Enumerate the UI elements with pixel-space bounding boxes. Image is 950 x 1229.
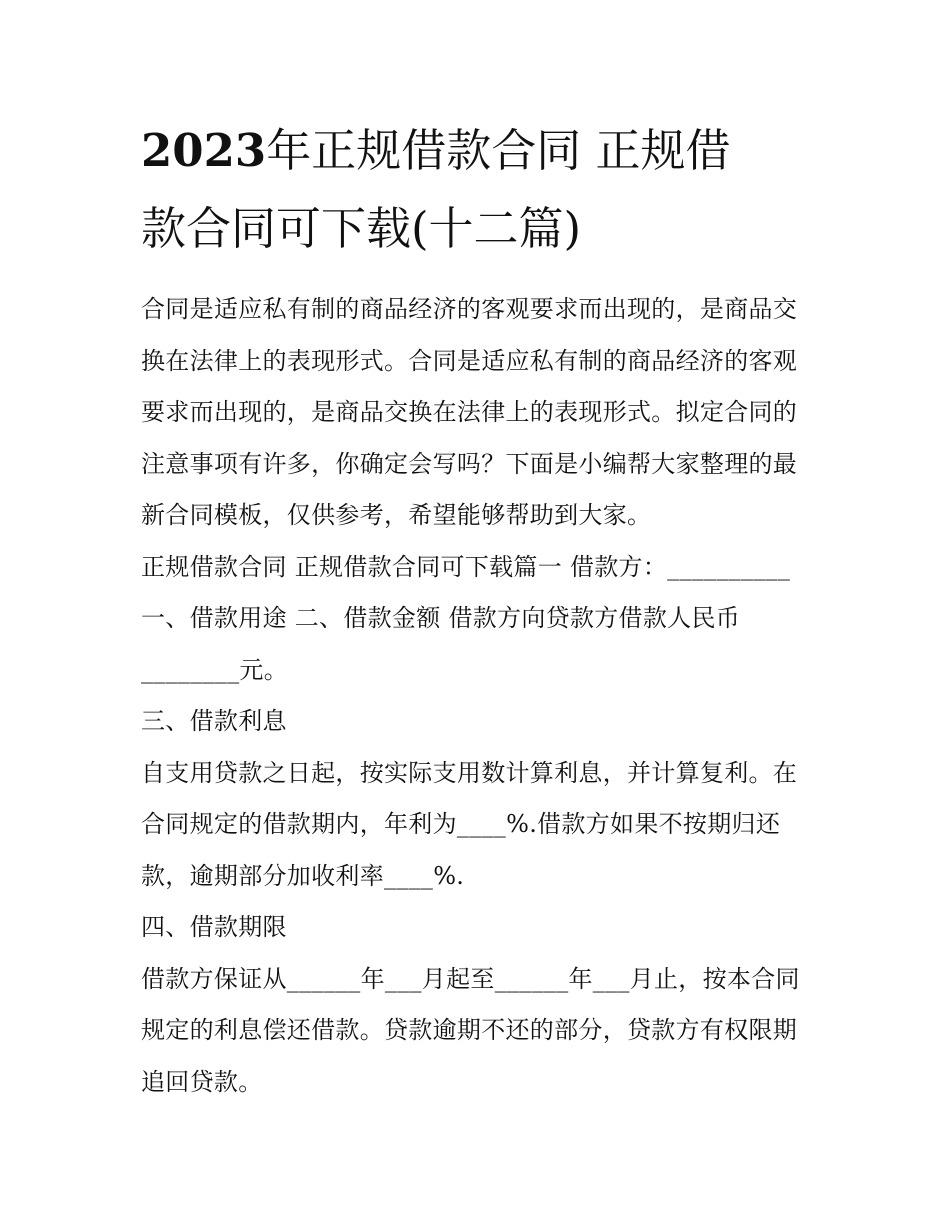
title-line2: 款合同可下载(十二篇) [141,202,582,255]
section-heading-term: 四、借款期限 [141,913,287,941]
intro-paragraph: 合同是适应私有制的商品经济的客观要求而出现的，是商品交换在法律上的表现形式。合同是适应私有制的商品经济的客观要求而出现的，是商品交换在法律上的表现形式。拟定合同的注意事项有许多，你确定会写吗？下面是小编帮大家整理的最新合同模板，仅供参考，希望能够帮助到大家。 [141,295,798,529]
document-page [141,112,821,1108]
section-heading-interest: 三、借款利息 [141,707,287,735]
loan-amount-blank-line: ________元。 [141,655,288,684]
term-paragraph: 借款方保证从______年___月起至______年___月止，按本合同规定的利息偿还借款。贷款逾期不还的部分，贷款方有权限期追回贷款。 [141,964,800,1096]
interest-paragraph: 自支用贷款之日起，按实际支用数计算利息，并计算复利。在合同规定的借款期内，年利为____%.借款方如果不按期归还款，逾期部分加收利率____%. [141,758,798,890]
document-title [141,112,821,268]
title-year: 2023 [141,124,267,177]
contract-heading-line: 正规借款合同 正规借款合同可下载篇一 借款方：__________ [141,552,791,581]
title-line1-rest: 年正规借款合同 正规借 [266,124,731,177]
loan-purpose-amount-line: 一、借款用途 二、借款金额 借款方向贷款方借款人民币 [141,604,741,632]
